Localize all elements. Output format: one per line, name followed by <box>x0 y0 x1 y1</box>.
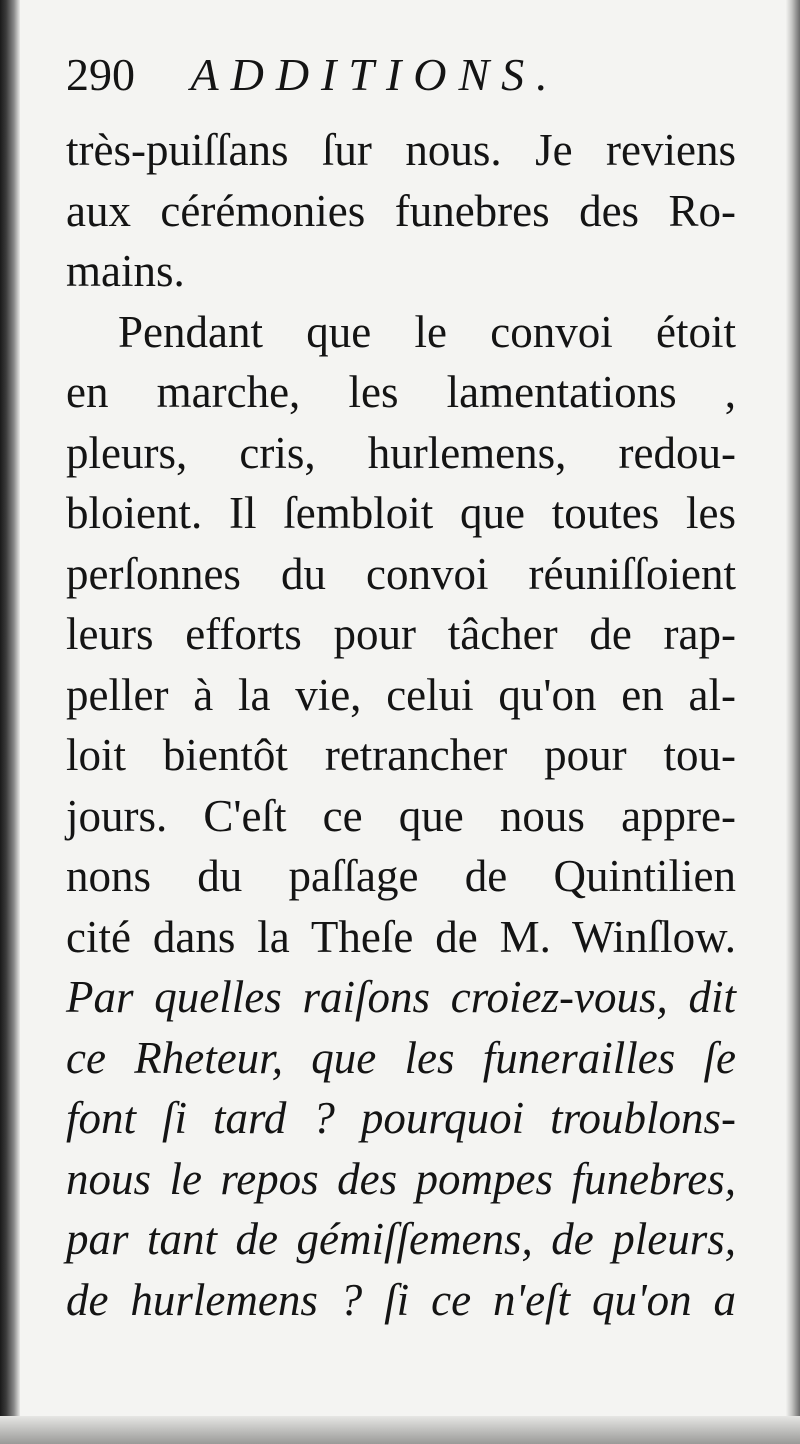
text-line: pleurs, cris, hurlemens, redou- <box>66 427 736 478</box>
italic-text-line: font ſi tard ? pourquoi troublons- <box>66 1093 736 1143</box>
binding-shadow <box>0 0 20 1444</box>
text-line: aux cérémonies funebres des Ro- <box>66 185 736 236</box>
text-line: en marche, les lamentations , <box>66 367 736 417</box>
page-header <box>66 44 560 106</box>
page-edge-bottom <box>0 1416 800 1444</box>
text-line: peller à la vie, celui qu'on en al- <box>66 669 736 720</box>
text-line: Pendant que le convoi étoit <box>118 306 736 357</box>
text-line: nons du paſſage de Quintilien <box>66 851 736 901</box>
page-edge-right <box>786 0 800 1444</box>
text-line: cité dans la Theſe de M. Winſlow. <box>66 911 736 962</box>
italic-text-line: par tant de gémiſſemens, de pleurs, <box>66 1214 736 1264</box>
text-line: leurs efforts pour tâcher de rap- <box>66 609 736 659</box>
text-line: perſonnes du convoi réuniſſoient <box>66 548 736 599</box>
running-head: ADDITIONS. <box>190 49 560 100</box>
text-line: mains. <box>66 246 185 296</box>
italic-text-line: ce Rheteur, que les funerailles ſe <box>66 1032 736 1083</box>
italic-text-line: nous le repos des pompes funebres, <box>66 1153 736 1204</box>
text-line: loit bientôt retrancher pour tou- <box>66 730 736 780</box>
italic-text-line: de hurlemens ? ſi ce n'eſt qu'on a <box>66 1274 736 1325</box>
body-text <box>66 120 736 1330</box>
page-number: 290 <box>66 49 135 100</box>
italic-text-line: Par quelles raiſons croiez-vous, dit <box>66 972 736 1022</box>
text-line: jours. C'eſt ce que nous appre- <box>66 790 736 841</box>
text-line: très-puiſſans ſur nous. Je reviens <box>66 125 736 175</box>
text-line: bloient. Il ſembloit que toutes les <box>66 488 736 538</box>
